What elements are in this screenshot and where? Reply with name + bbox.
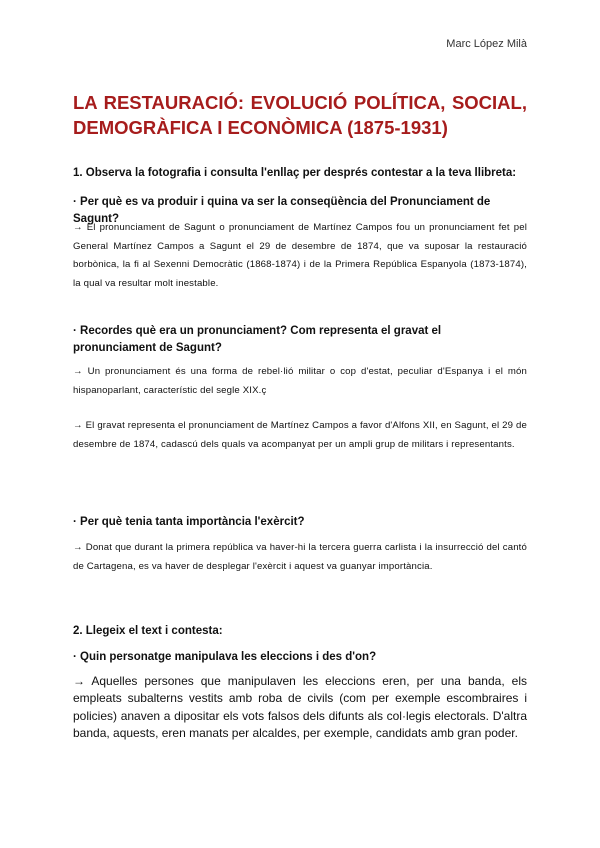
author-name: Marc López Milà <box>446 38 527 50</box>
question-1-sub-1: · Per què es va produir i quina va ser la conseqüència del Pronunciament de Sagunt? <box>73 196 491 225</box>
question-2-sub-1: · Quin personatge manipulava les eleccions i des d'on? <box>73 651 377 663</box>
answer-1-1: → El pronunciament de Sagunt o pronunciament de Martínez Campos fou un pronunciament fet pel General Martínez Campos a Sagunt el 29 de desembre de 1874, que va suposar la restauració borbònica, la fi al Sexenni Democràtic (1868-1874) i de la Primera República Espanyola (1873-1874), la qual va resultar molt inestable. <box>73 222 527 289</box>
question-2-heading: 2. Llegeix el text i contesta: <box>73 625 223 637</box>
document-title <box>73 90 527 140</box>
question-1-sub-2: · Recordes què era un pronunciament? Com representa el gravat el pronunciament de Sagunt? <box>73 325 442 354</box>
title-line-1: LA RESTAURACIÓ: EVOLUCIÓ POLÍTICA, SOCIAL, <box>73 92 527 113</box>
answer-1-2a: → Un pronunciament és una forma de rebel·lió militar o cop d'estat, peculiar d'Espanya i el món hispanoparlant, característic del segle XIX.ç <box>73 366 527 396</box>
answer-2-1: → Aquelles persones que manipulaven les eleccions eren, per una banda, els empleats subalterns vestits amb roba de civils (com per exemple escombraires i policies) anaven a dipositar els vots falsos dels difunts als col·legis electorals. D'altra banda, aquests, eren manats per alcaldes, per exemple, candidats amb gran poder. <box>73 674 527 740</box>
title-line-2: DEMOGRÀFICA I ECONÒMICA (1875-1931) <box>73 117 448 138</box>
answer-1-3: → Donat que durant la primera república va haver-hi la tercera guerra carlista i la insurrecció del cantó de Cartagena, es va haver de desplegar l'exèrcit i aquest va guanyar importància. <box>73 542 527 572</box>
question-1-heading: 1. Observa la fotografia i consulta l'enllaç per després contestar a la teva llibreta: <box>73 167 517 179</box>
question-1-sub-3: · Per què tenia tanta importància l'exèrcit? <box>73 516 305 528</box>
answer-1-2b: → El gravat representa el pronunciament de Martínez Campos a favor d'Alfons XII, en Sagunt, el 29 de desembre de 1874, cadascú dels quals va acompanyat per un ampli grup de militars i representants. <box>73 420 527 450</box>
